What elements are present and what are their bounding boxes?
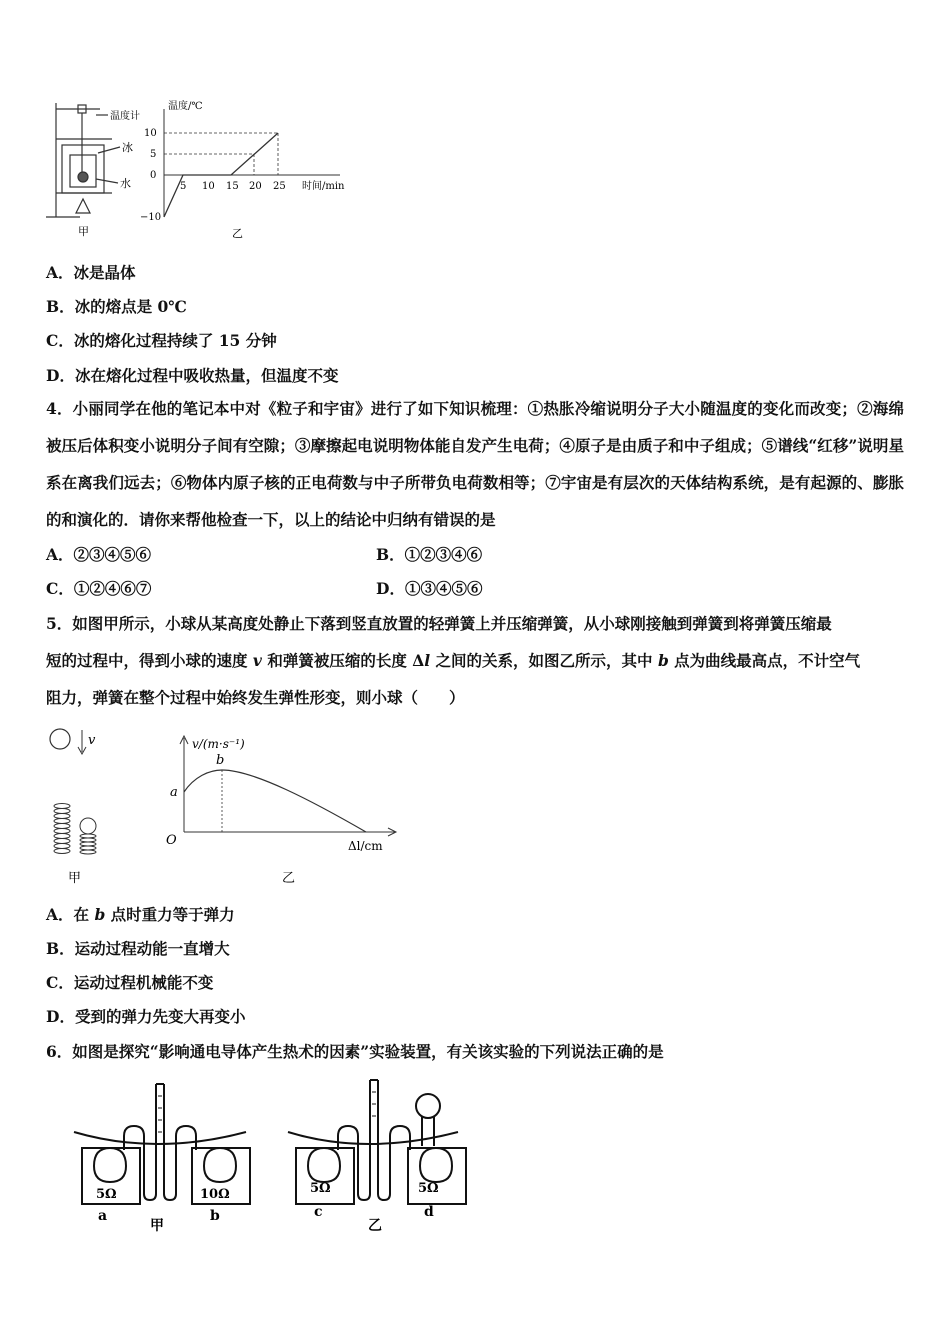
- q4-option-a: A．②③④⑤⑥: [46, 545, 152, 564]
- graph-x-label: 时间/min: [302, 181, 345, 192]
- spring-compressed: [80, 818, 96, 854]
- point-b-label: b: [216, 753, 225, 768]
- joule-heating-figure: [66, 1076, 486, 1238]
- q5-option-a: A．在 b 点时重力等于弹力: [46, 905, 235, 924]
- graph-dl-axis-label: Δl/cm: [348, 839, 383, 853]
- resistor-right-5ohm-d: 5Ω: [418, 1181, 439, 1196]
- q3-option-d: D．冰在熔化过程中吸收热量，但温度不变: [46, 366, 339, 385]
- x-tick-15: 15: [226, 181, 239, 192]
- q5-option-b: B．运动过程动能一直增大: [46, 939, 230, 958]
- caption-yi: 乙: [368, 1218, 382, 1234]
- q4-option-d: D．①③④⑤⑥: [376, 579, 483, 598]
- q5-option-d: D．受到的弹力先变大再变小: [46, 1007, 246, 1026]
- label-b: b: [210, 1208, 220, 1224]
- y-tick-neg10: −10: [140, 212, 162, 223]
- spring-jia-caption: 甲: [68, 871, 82, 886]
- graph-y-label: 温度/℃: [168, 101, 203, 112]
- graph-yi-caption: 乙: [282, 871, 296, 886]
- x-tick-20: 20: [249, 181, 262, 192]
- falling-ball: [50, 729, 70, 749]
- water-label: 水: [120, 177, 131, 190]
- apparatus-jia: [74, 1084, 250, 1204]
- q3-option-a: A．冰是晶体: [46, 263, 136, 282]
- q6-stem: 6．如图是探究“影响通电导体产生热术的因素”实验装置，有关该实验的下列说法正确的是: [46, 1042, 664, 1061]
- jia-caption: 甲: [78, 225, 89, 238]
- q4-stem: 4．小丽同学在他的笔记本中对《粒子和宇宙》进行了如下知识梳理：①热胀冷缩说明分子大小随温度的变化而改变；②海绵被压后体积变小说明分子间有空隙；③摩擦起电说明物体能自发产生电荷；④原子是由质子和中子组成；⑤谱线“红移”说明星系在离我们远去；⑥物体内原子核的正电荷数与中子所带负电荷数相等；⑦宇宙是有层次的天体结构系统，是有起源的、膨胀的和演化的．请你来帮他检查一下，以上的结论中归纳有错误的是: [46, 399, 904, 529]
- label-a: a: [98, 1208, 108, 1224]
- melting-figure: [40, 95, 360, 245]
- label-d: d: [424, 1204, 434, 1220]
- velocity-graph: [180, 736, 396, 836]
- q5-stem-line2: 短的过程中，得到小球的速度 v 和弹簧被压缩的长度 Δl 之间的关系，如图乙所示，其中 b 点为曲线最高点，不计空气: [46, 651, 861, 670]
- y-tick-5: 5: [150, 149, 157, 160]
- x-tick-10: 10: [202, 181, 215, 192]
- spring-uncompressed: [54, 804, 70, 854]
- q3-option-b: B．冰的熔点是 0℃: [46, 297, 187, 316]
- caption-jia: 甲: [150, 1218, 164, 1234]
- y-tick-0: 0: [150, 170, 157, 181]
- x-tick-5: 5: [180, 181, 187, 192]
- q3-option-c: C．冰的熔化过程持续了 15 分钟: [46, 331, 277, 350]
- q5-stem-line1: 5．如图甲所示，小球从某高度处静止下落到竖直放置的轻弹簧上并压缩弹簧，从小球刚接触到弹簧到将弹簧压缩最: [46, 614, 832, 633]
- point-a-label: a: [170, 785, 178, 800]
- label-c: c: [314, 1204, 323, 1220]
- temperature-graph: [164, 109, 340, 217]
- q5-option-c: C．运动过程机械能不变: [46, 973, 214, 992]
- resistor-left-10ohm: 10Ω: [200, 1187, 230, 1202]
- velocity-arrow-label: v: [88, 733, 96, 748]
- y-tick-10: 10: [144, 128, 157, 139]
- x-tick-25: 25: [273, 181, 286, 192]
- melting-apparatus: [46, 103, 120, 217]
- q5-stem-line3: 阻力，弹簧在整个过程中始终发生弹性形变，则小球（ ）: [46, 688, 465, 707]
- resistor-right-5ohm-c: 5Ω: [310, 1181, 331, 1196]
- graph-v-axis-label: v/(m·s⁻¹): [192, 737, 245, 751]
- resistor-left-5ohm: 5Ω: [96, 1187, 117, 1202]
- spring-figure: [44, 722, 404, 888]
- yi-caption: 乙: [232, 227, 243, 240]
- velocity-curve: [184, 770, 366, 832]
- ice-label: 冰: [122, 141, 133, 154]
- q4-option-c: C．①②④⑥⑦: [46, 579, 152, 598]
- thermometer-label: 温度计: [110, 111, 140, 122]
- origin-label: O: [166, 833, 177, 848]
- q4-option-b: B．①②③④⑥: [376, 545, 483, 564]
